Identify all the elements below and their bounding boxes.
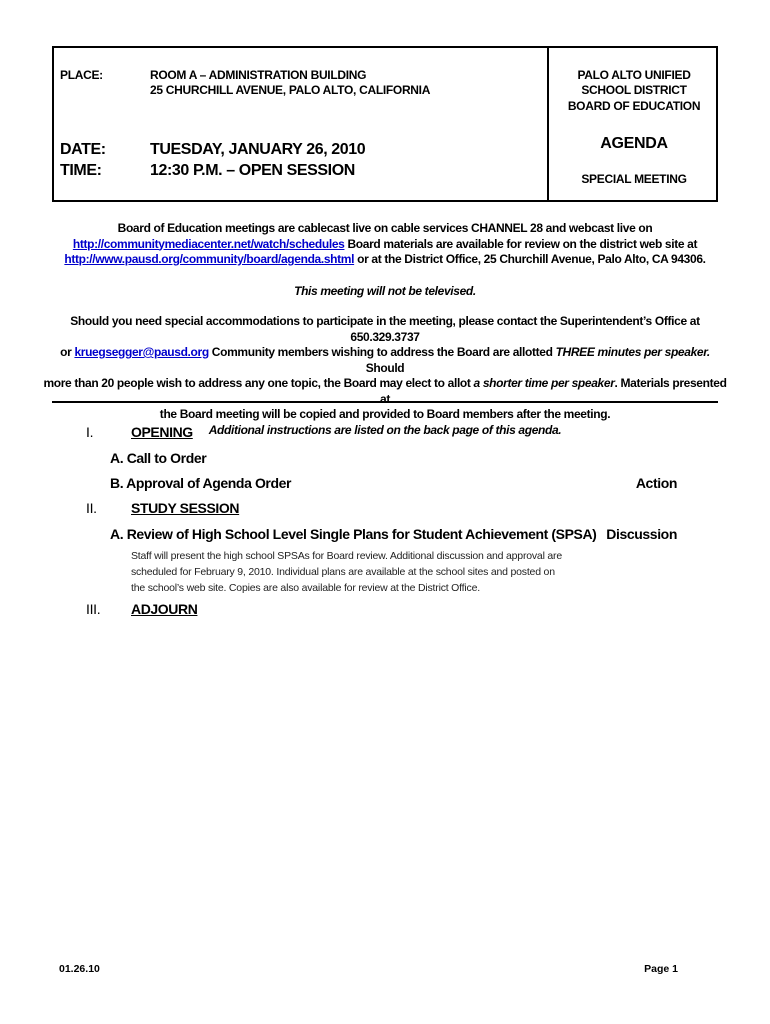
section-title-adjourn: ADJOURN: [131, 601, 198, 617]
section-number: II.: [86, 500, 97, 516]
org-line-2: SCHOOL DISTRICT: [581, 83, 687, 97]
document-title: AGENDA: [600, 135, 668, 152]
notice-line: the Board meeting will be copied and provided to Board members after the meeting.: [159, 407, 611, 421]
date-label: DATE:: [60, 141, 106, 158]
header-divider: [547, 48, 549, 202]
notice-text: Board materials are available for review on the district web site at: [344, 236, 698, 251]
item-description: [131, 548, 591, 596]
footer-page-number: Page 1: [644, 963, 678, 975]
section-title-study-session: STUDY SESSION: [131, 500, 240, 516]
date-value: TUESDAY, JANUARY 26, 2010: [150, 141, 366, 158]
notice-line: Additional instructions are listed on the back page of this agenda.: [208, 422, 562, 437]
org-line-1: PALO ALTO UNIFIED: [577, 68, 691, 82]
place-line-2: 25 CHURCHILL AVENUE, PALO ALTO, CALIFORNIA: [150, 83, 431, 97]
meeting-type: SPECIAL MEETING: [581, 172, 687, 186]
header-box: [52, 46, 718, 202]
time-label: TIME:: [60, 162, 102, 179]
agenda-item-call-to-order: A. Call to Order: [110, 450, 207, 466]
notice-emphasis: THREE minutes per speaker.: [555, 345, 710, 359]
agenda-item-spsa-review: A. Review of High School Level Single Plans for Student Achievement (SPSA): [110, 526, 597, 542]
schedule-link[interactable]: http://communitymediacenter.net/watch/schedules: [72, 236, 345, 251]
agenda-link[interactable]: http://www.pausd.org/community/board/agenda.shtml: [64, 252, 355, 266]
time-value: 12:30 P.M. – OPEN SESSION: [150, 162, 355, 179]
notice-line: Board of Education meetings are cablecast live on cable services CHANNEL 28 and webcast live on: [117, 221, 653, 235]
description-line: Staff will present the high school SPSAs for Board review. Additional discussion and approval are: [131, 550, 562, 562]
notice-line: [40, 252, 730, 268]
notice-emphasis: a shorter time per speaker: [473, 376, 615, 390]
notice-text: Should: [365, 360, 405, 375]
notice-text: or at the District Office, 25 Churchill Avenue, Palo Alto, CA 94306.: [354, 252, 706, 266]
notice-line: Should you need special accommodations to participate in the meeting, please contact the Superintendent’s Office at 650.329.3737: [70, 314, 700, 344]
notice-text: or: [60, 345, 75, 359]
notice-line: [40, 237, 730, 253]
not-televised-note: This meeting will not be televised.: [294, 284, 476, 298]
description-line: the school’s web site. Copies are also available for review at the District Office.: [131, 582, 480, 594]
notice-line: [40, 345, 730, 376]
section-number: III.: [86, 601, 101, 617]
place-label: PLACE:: [60, 68, 103, 82]
org-line-3: BOARD OF EDUCATION: [567, 99, 701, 113]
notice-broadcast: [40, 221, 730, 268]
item-action-label: Discussion: [606, 526, 677, 542]
notice-accommodations: [40, 314, 730, 438]
agenda-item-approval: B. Approval of Agenda Order: [110, 475, 292, 491]
notice-text: Community members wishing to address the Board are allotted: [208, 345, 556, 359]
footer-date-code: 01.26.10: [59, 963, 100, 975]
section-divider: [52, 401, 718, 403]
place-line-1: ROOM A – ADMINISTRATION BUILDING: [150, 68, 367, 82]
description-line: scheduled for February 9, 2010. Individual plans are available at the school sites and posted on: [131, 566, 555, 578]
notice-text: more than 20 people wish to address any one topic, the Board may elect to allot: [43, 376, 474, 390]
section-title-opening: OPENING: [131, 424, 193, 440]
section-number: I.: [86, 424, 94, 440]
notice-text: . Materials presented at: [380, 376, 727, 406]
email-link[interactable]: kruegsegger@pausd.org: [74, 345, 209, 359]
item-action-label: Action: [635, 475, 677, 491]
